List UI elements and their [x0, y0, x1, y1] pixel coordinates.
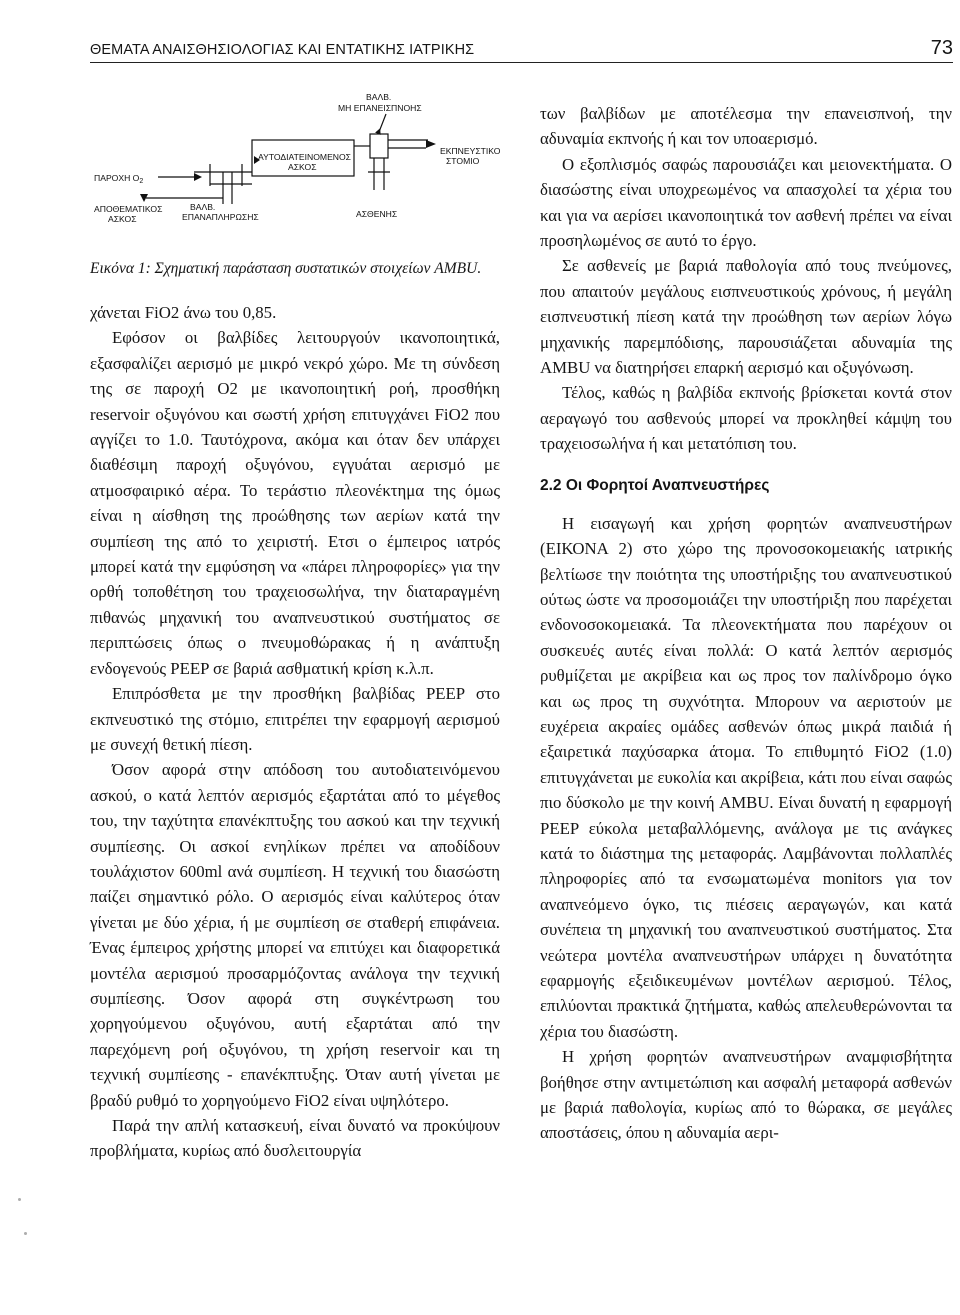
figure-caption: Εικόνα 1: Σχηματική παράσταση συστατικών στοιχείων AMBU. — [90, 260, 482, 277]
label-fill-valve-1: ΒΑΛΒ. — [190, 202, 216, 212]
right-paragraph-1: των βαλβίδων με αποτέλεσμα την επανεισπνοή, την αδυναμία εκπνοής ή και τον υποαερισμό. — [540, 104, 952, 149]
label-expiratory-port-1: ΕΚΠΝΕΥΣΤΙΚΟ — [440, 146, 500, 156]
left-paragraph-2: Εφόσον οι βαλβίδες λειτουργούν ικανοποιητικά, εξασφαλίζει αερισμό με μικρό νεκρό χώρο. Με τη σύνδεση της σε παροχή O2 με ικανοποιητική ροή, προσθήκη reservoir οξυγόνου και σωστή χρήση επιτυγχάνει FiO2 που αγγίζει το 1.0. Ταυτόχρονα, ακόμα και όταν δεν υπάρχει διαθέσιμη παροχή οξυγόνου, εγγυάται αερισμό με ατμοσφαιρικό αέρα. Το τεράστιο πλεονέκτημα της όμως είναι η αίσθηση της προώθησης των αερίων κατά την συμπίεση της από το χειριστή. Ετσι ο έμπειρος ιατρός μπορεί κατά την εμφύσηση να «πάρει πληροφορίες» για την ορθή τοποθέτηση του τραχειοσωλήνα, την διαταραγμένη πιθανώς μηχανική του αναπνευστικού συστήματος σε περιπτώσεις όπως ο πνευμοθώρακας ή η ανάπτυξη ενδογενούς PEEP σε βαριά ασθματική κρίση κ.λ.π. — [90, 328, 500, 678]
label-valve-nonrebreathing-1: ΒΑΛΒ. — [366, 92, 392, 102]
left-paragraph-4: Όσον αφορά στην απόδοση του αυτοδιατεινόμενου ασκού, ο κατά λεπτόν αερισμός εξαρτάται από το μέγεθος του, την ταχύτητα επανέκπτυξης του ασκού και την τεχνική συμπίεσης. Οι ασκοί ενηλίκων πρέπει να αποδίδουν τουλάχιστον 600ml ανά συμπίεση. Η τεχνική του διασώστη παίζει σημαντικό ρόλο. Ο αερισμός είναι καλύτερος όταν γίνεται με δύο χέρια, ή με συμπίεση σε σταθερή επιφάνεια. Ένας έμπειρος χρήστης μπορεί να επιτύχει και διαφορετικά μοντέλα αερισμού προσαρμόζοντας ανάλογα την τεχνική συμπίεσης. Όσον αφορά στη συγκέντρωση του χορηγούμενου οξυγόνου, αυτή εξαρτάται από την παρεχόμενη ροή οξυγόνου, τη χρήση reservoir και τη τεχνική συμπίεσης - επανέκπτυξης. Όταν αυτή γίνεται με βραδύ ρυθμό το χορηγούμενο FiO2 είναι υψηλότερο. — [90, 760, 500, 1110]
label-valve-nonrebreathing-2: ΜΗ ΕΠΑΝΕΙΣΠΝΟΗΣ — [338, 103, 422, 113]
right-paragraph-5: Η εισαγωγή και χρήση φορητών αναπνευστήρων (ΕΙΚΟΝΑ 2) στο χώρο της προνοσοκομειακής ιατρικής βελτίωσε την ποιότητα της υποστήριξης του αναπνευστικού ούτως ώστε να προσομοιάζει την υποστήριξη που παρέχεται ενδονοσοκομειακά. Τα πλεονεκτήματα που παρέχουν οι συσκευές αυτές είναι πολλά: Ο κατά λεπτόν αερισμός ρυθμίζεται με ακρίβεια και ως προς τον παλίνδρομο όγκο και ως προς τη συχνότητα. Μπορουν να αεριστούν με ευχέρεια ακραίες ομάδες ασθενών όπως μικρά παιδιά ή εξαιρετικά παχύσαρκα άτομα. Το επιθυμητό FiO2 (1.0) επιτυγχάνεται με ευκολία και ακρίβεια, κάτι που είναι σαφώς πιο δύσκολο με την κοινή AMBU. Είναι δυνατή η εφαρμογή PEEP εύκολα μεταβαλλόμενης, ανάλογα με τις ανάγκες κατά το διάστημα της μεταφοράς. Λαμβάνονται πολλαπλές πληροφορίες από τα ενσωματωμένα monitors για τον αναπνεόμενο όγκο, τις πιέσεις αεραγωγών, και κατά συνέπεια τη μηχανική του αναπνευστικού συστήματος. Στα νεώτερα μοντέλα αναπνευστήρων υπάρχει η δυνατότητα εφαρμογής εξειδικευμένων μοντέλων αερισμού. Τέλος, επιλύονται πρακτικά ζητήματα, καθώς απελευθερώνονται τα χέρια του διασώστη. — [540, 513, 952, 1041]
left-paragraph-3: Επιπρόσθετα με την προσθήκη βαλβίδας PEEP στο εκπνευστικό της στόμιο, επιτρέπει την εφαρμογή αερισμού με συνεχή θετική πίεση. — [90, 684, 500, 754]
right-paragraph-3: Σε ασθενείς με βαριά παθολογία από τους πνεύμονες, που απαιτούν μεγάλους εισπνευστικούς χρόνους, ή μεγάλη εισπνευστική πίεση κατά την προώθηση των αερίων λόγω μηχανικής παρεμπόδισης, παρουσιάζεται αδυναμία της AMBU να διατηρήσει επαρκή αερισμό και οξυγόνωση. — [540, 256, 952, 378]
label-patient: ΑΣΘΕΝΗΣ — [356, 209, 398, 219]
scan-speck — [18, 1198, 21, 1201]
ambu-diagram — [90, 80, 500, 242]
right-paragraph-6: Η χρήση φορητών αναπνευστήρων αναμφισβήτητα βοήθησε στην αντιμετώπιση και ασφαλή μεταφορά ασθενών με βαριά παθολογία, κυρίως από το θώρακα, σε μεγάλες αποστάσεις, όπου η αδυναμία αερι- — [540, 1047, 952, 1143]
right-paragraph-2: Ο εξοπλισμός σαφώς παρουσιάζει και μειονεκτήματα. Ο διασώστης είναι υποχρεωμένος να απασχολεί τα χέρια του και για να αερίσει ικανοποιητικά τον ασθενή πρέπει να είναι προσηλωμένος σε αυτό το έργο. — [540, 154, 952, 251]
label-expiratory-port-2: ΣΤΟΜΙΟ — [446, 156, 480, 166]
section-heading: 2.2 Οι Φορητοί Αναπνευστήρες — [540, 476, 770, 494]
page-number: 73 — [930, 37, 953, 59]
label-self-inflating-bag-2: ΑΣΚΟΣ — [288, 162, 317, 172]
right-column — [540, 101, 952, 1146]
running-title: ΘΕΜΑΤΑ ΑΝΑΙΣΘΗΣΙΟΛΟΓΙΑΣ ΚΑΙ ΕΝΤΑΤΙΚΗΣ ΙΑΤΡΙΚΗΣ — [90, 42, 475, 58]
nonrebreathing-valve-shape — [370, 134, 388, 158]
left-paragraph-5: Παρά την απλή κατασκευή, είναι δυνατό να προκύψουν προβλήματα, κυρίως από δυσλειτουργία — [90, 1116, 500, 1161]
running-header — [90, 36, 953, 63]
label-reservoir-bag-2: ΑΣΚΟΣ — [108, 214, 137, 224]
label-oxygen-supply: ΠΑΡΟΧΗ $O_2$ — [94, 173, 144, 185]
label-reservoir-bag-1: ΑΠΟΘΕΜΑΤΙΚΟΣ — [94, 204, 163, 214]
label-self-inflating-bag-1: ΑΥΤΟΔΙΑΤΕΙΝΟΜΕΝΟΣ — [258, 152, 351, 162]
left-column — [90, 80, 500, 1164]
left-paragraph-1: χάνεται FiO2 άνω του 0,85. — [90, 303, 277, 322]
scan-speck — [24, 1232, 27, 1235]
ambu-diagram-figure — [90, 80, 500, 242]
label-fill-valve-2: ΕΠΑΝΑΠΛΗΡΩΣΗΣ — [182, 212, 259, 222]
right-paragraph-4: Τέλος, καθώς η βαλβίδα εκπνοής βρίσκεται κοντά στον αεραγωγό του ασθενούς μπορεί να προκληθεί κάμψη του τραχειοσωλήνα ή και μετατόπιση του. — [540, 383, 952, 454]
